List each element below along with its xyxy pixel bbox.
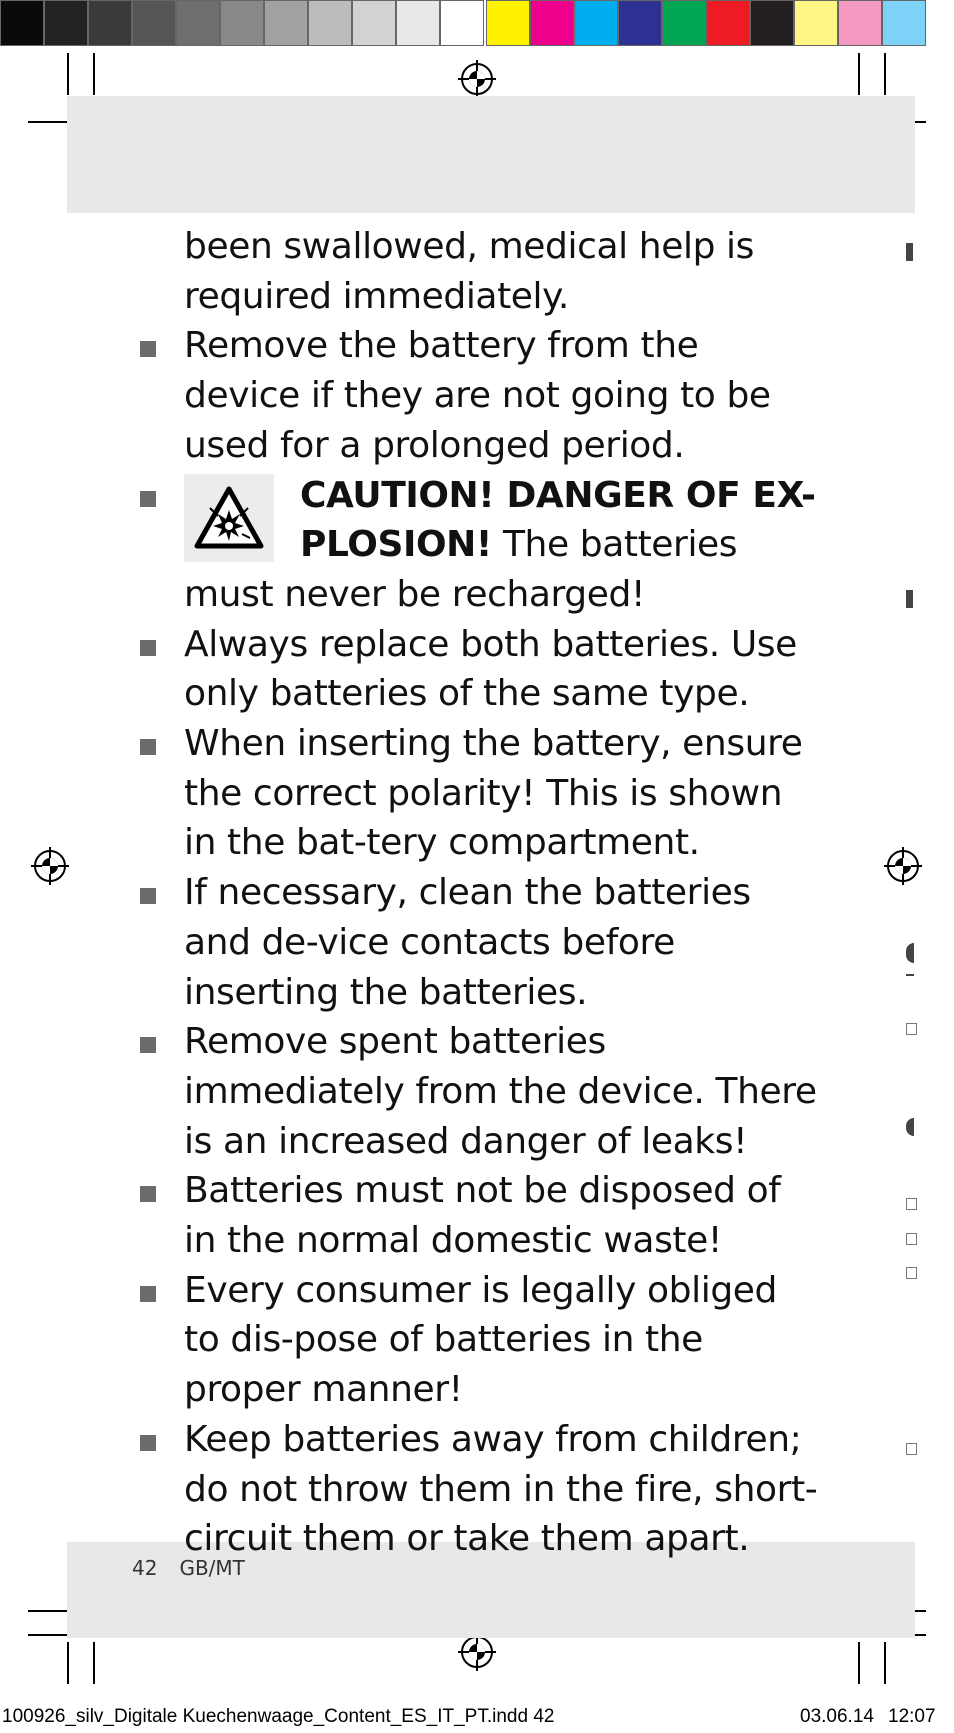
list-item [140, 321, 820, 470]
adjacent-page-fragment [906, 1443, 917, 1455]
color-swatch [662, 0, 706, 46]
list-item [140, 1017, 820, 1166]
registration-mark-icon [884, 847, 922, 885]
bullet-icon [140, 1186, 156, 1202]
bullet-icon [140, 888, 156, 904]
adjacent-page-fragment [906, 1267, 917, 1279]
list-item [140, 620, 820, 719]
bullet-icon [140, 739, 156, 755]
color-swatch [750, 0, 794, 46]
intro-paragraph [140, 222, 820, 321]
bullet-icon [140, 1037, 156, 1053]
gray-swatch [44, 0, 88, 46]
list-item-text: Always replace both batteries. Use only batteries of the same type. [184, 623, 797, 715]
registration-mark-icon [31, 847, 69, 885]
crop-mark [67, 53, 69, 95]
bullet-icon [140, 640, 156, 656]
language-code: GB/MT [179, 1556, 245, 1580]
color-swatch [706, 0, 750, 46]
color-swatch [486, 0, 530, 46]
list-item [140, 1266, 820, 1415]
crop-mark [884, 53, 886, 95]
gray-swatch [132, 0, 176, 46]
list-item-warning [140, 471, 820, 620]
adjacent-page-fragment [906, 1233, 917, 1245]
gray-swatch [264, 0, 308, 46]
gray-swatch [352, 0, 396, 46]
registration-mark-icon [458, 60, 496, 98]
color-swatch [882, 0, 926, 46]
adjacent-page-fragment [906, 1023, 917, 1035]
list-item-text: When inserting the battery, ensure the correct polarity! This is shown in the bat-tery compartment. [184, 723, 803, 864]
list-item-text: The batteries must never be recharged! [184, 524, 738, 615]
gray-swatch [88, 0, 132, 46]
adjacent-page-fragment [906, 974, 914, 976]
slug-time: 12:07 [888, 1706, 936, 1727]
bullet-icon [140, 1435, 156, 1451]
adjacent-page-fragment [906, 1118, 914, 1136]
list-item-text: Remove the battery from the device if they are not going to be used for a prolonged period. [184, 325, 771, 466]
gray-swatch [220, 0, 264, 46]
adjacent-page-fragment [906, 243, 913, 261]
bullet-icon [140, 1286, 156, 1302]
crop-mark [884, 1642, 886, 1684]
crop-mark [858, 1642, 860, 1684]
list-item [140, 1166, 820, 1265]
list-item-text: Batteries must not be disposed of in the normal domestic waste! [184, 1170, 781, 1262]
list-item-text: Every consumer is legally obliged to dis-pose of batteries in the proper manner! [184, 1269, 777, 1411]
header-band [67, 96, 915, 213]
color-swatch [618, 0, 662, 46]
crop-mark [93, 53, 95, 95]
gray-swatch [440, 0, 484, 46]
slug-filename: 100926_silv_Digitale Kuechenwaage_Content_ES_IT_PT.indd 42 [2, 1706, 555, 1727]
explosion-warning-icon [184, 474, 274, 562]
color-swatch [838, 0, 882, 46]
list-item [140, 868, 820, 1017]
gray-swatch [308, 0, 352, 46]
adjacent-page-fragment [906, 1198, 917, 1210]
color-swatch [794, 0, 838, 46]
gray-swatch [176, 0, 220, 46]
page-number: 42 [132, 1556, 158, 1580]
bullet-icon [140, 341, 156, 357]
crop-mark [67, 1642, 69, 1684]
crop-mark [93, 1642, 95, 1684]
registration-mark-icon [458, 1633, 496, 1671]
crop-mark [858, 53, 860, 95]
intro-text: been swallowed, medical help is required immediately. [184, 226, 755, 317]
gray-swatch [0, 0, 44, 46]
bullet-icon [140, 491, 156, 507]
list-item [140, 719, 820, 868]
battery-safety-text [140, 222, 820, 1564]
slug-date: 03.06.14 [800, 1706, 874, 1727]
list-item-text: Keep batteries away from children; do not throw them in the fire, short-circuit them or take them apart. [184, 1418, 818, 1560]
adjacent-page-fragment [906, 590, 913, 608]
color-swatch [530, 0, 574, 46]
color-calibration-bar [0, 0, 954, 48]
list-item [140, 1415, 820, 1564]
color-swatch [574, 0, 618, 46]
warning-title: CAUTION! DANGER OF EX-PLOSION! [300, 474, 816, 566]
page-footer [132, 1556, 267, 1580]
list-item-text: Remove spent batteries immediately from the device. There is an increased danger of leaks! [184, 1021, 817, 1162]
list-item-text: If necessary, clean the batteries and de-vice contacts before inserting the batteries. [184, 872, 751, 1013]
adjacent-page-fragment [906, 943, 914, 963]
gray-swatch [396, 0, 440, 46]
